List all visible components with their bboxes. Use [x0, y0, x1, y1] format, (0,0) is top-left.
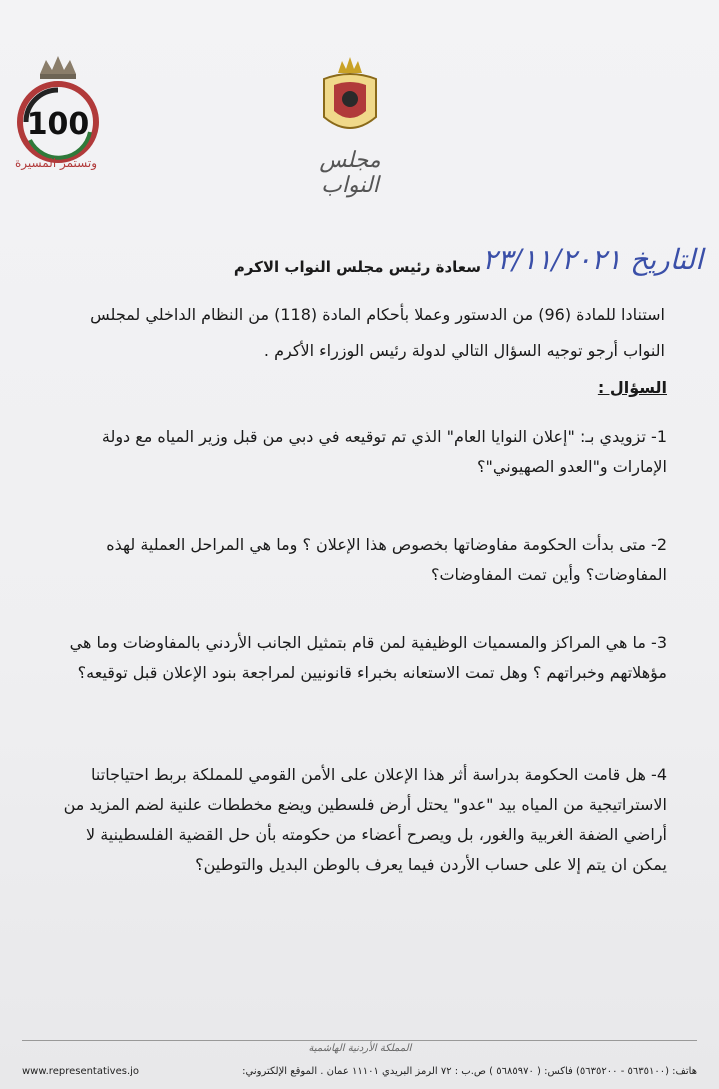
footer-contact: [22, 1066, 697, 1077]
handwritten-date: التاريخ ٢٣/١١/٢٠٢١: [482, 243, 703, 276]
question-text: هل قامت الحكومة بدراسة أثر هذا الإعلان على الأمن القومي للمملكة بربط احتياجاتنا الاستراتيجية من المياه بيد "عدو" يحتل أرض فلسطين ويضع مخططات علنية لضم المزيد من أراضي الضفة الغربية والغور، بل ويصرح أعضاء من حكومته بأن حل القضية الفلسطينية لا يمكن ان يتم إلا على حساب الأردن فيما يعرف بالوطن البديل والتوطين؟: [63, 765, 667, 874]
centennial-slogan: وتستمر المسيرة: [15, 156, 97, 170]
salutation: سعادة رئيس مجلس النواب الاكرم: [233, 258, 481, 276]
question-item: [56, 422, 667, 482]
question-item: [56, 530, 667, 590]
question-item: [56, 628, 667, 688]
intro-paragraph: استنادا للمادة (96) من الدستور وعملا بأحكام المادة (118) من النظام الداخلي لمجلس النواب أرجو توجيه السؤال التالي لدولة رئيس الوزراء الأكرم .: [90, 305, 665, 360]
question-text: ما هي المراكز والمسميات الوظيفية لمن قام بتمثيل الجانب الأردني بالمفاوضات وما هي مؤهلاتهم وخبراتهم ؟ وهل تمت الاستعانه بخبراء قانونيين لمراجعة بنود الإعلان قبل توقيعه؟: [69, 633, 667, 682]
parliament-signature: مجلس النواب: [319, 148, 381, 198]
footer-mark: المملكة الأردنية الهاشمية: [308, 1043, 412, 1054]
footer-website-link[interactable]: www.representatives.jo: [22, 1066, 140, 1077]
royal-crest-icon: [316, 55, 384, 140]
question-number: 3-: [651, 633, 667, 652]
question-text: متى بدأت الحكومة مفاوضاتها بخصوص هذا الإعلان ؟ وما هي المراحل العملية لهذه المفاوضات؟ وأين تمت المفاوضات؟: [106, 535, 667, 584]
crown-icon: [40, 56, 76, 79]
svg-text:100: 100: [26, 107, 90, 142]
questions-heading: السؤال :: [597, 378, 667, 397]
question-text: تزويدي بـ: "إعلان النوايا العام" الذي تم توقيعه في دبي من قبل وزير المياه مع دولة الإمارات و"العدو الصهيوني"؟: [101, 427, 667, 476]
footer-contact-text: هاتف: (٥٦٣٥١٠٠ - ٥٦٣٥٢٠٠) فاكس: ( ٥٦٨٥٩٧٠ ) ص.ب : ٧٢ الرمز البريدي ١١١٠١ عمان . الموقع الإلكتروني:: [242, 1066, 697, 1077]
question-item: [56, 760, 667, 880]
question-number: 1-: [651, 427, 667, 446]
question-number: 4-: [651, 765, 667, 784]
question-number: 2-: [651, 535, 667, 554]
footer-divider: [22, 1040, 697, 1041]
